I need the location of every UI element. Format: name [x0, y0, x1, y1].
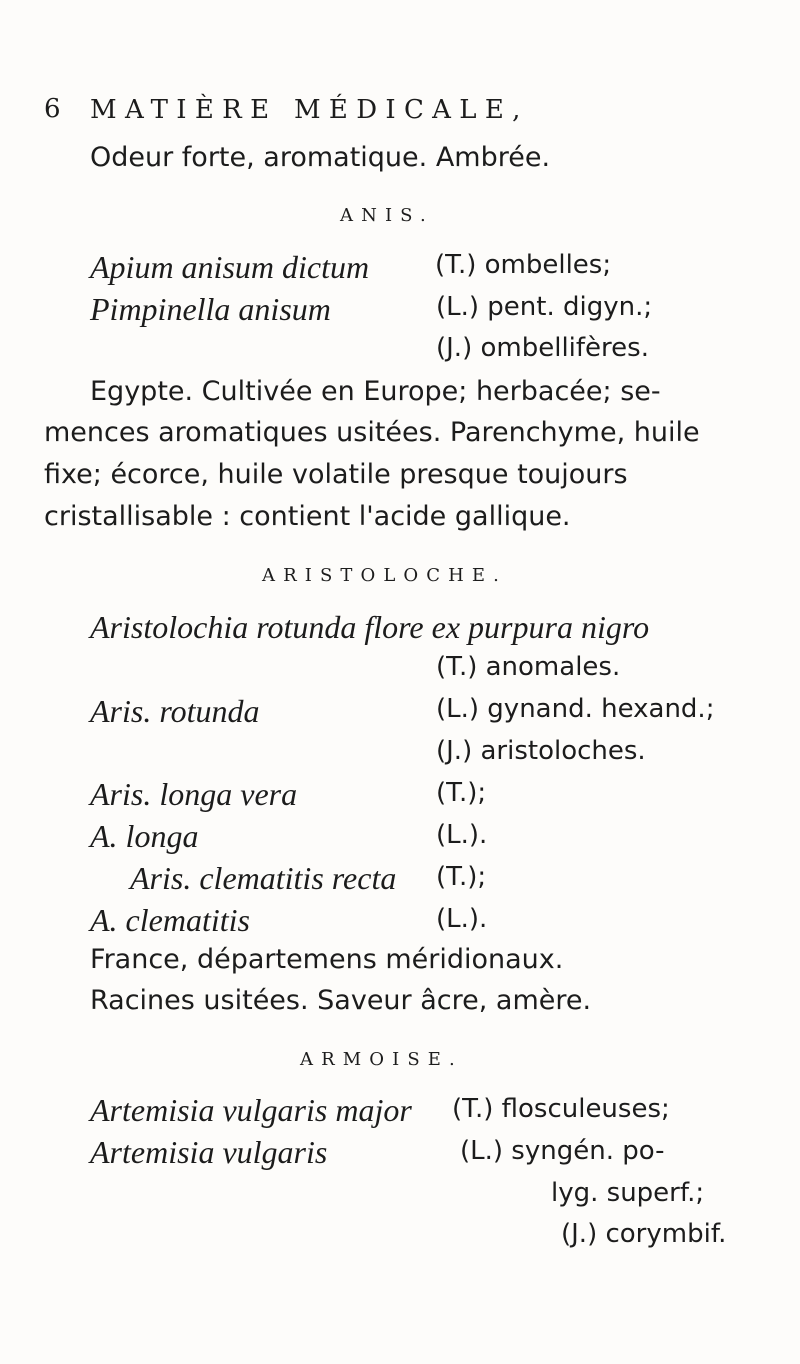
aristoloche-latin-name-3: Aris. longa vera: [90, 776, 298, 812]
aristoloche-latin-name-4: A. longa: [90, 818, 199, 854]
armoise-latin-name-2: Artemisia vulgaris: [90, 1134, 328, 1170]
aristoloche-latin-name-2: Aris. rotunda: [90, 693, 260, 729]
running-title: MATIÈRE MÉDICALE,: [90, 95, 529, 125]
intro-line: Odeur forte, aromatique. Ambrée.: [90, 142, 551, 173]
aristoloche-description-line-2: Racines usitées. Saveur âcre, amère.: [90, 985, 592, 1016]
anis-latin-name-1: Apium anisum dictum: [90, 249, 370, 285]
armoise-latin-name-1: Artemisia vulgaris major: [90, 1092, 412, 1128]
anis-description-line-2: mences aromatiques usitées. Parenchyme, huile: [44, 417, 700, 448]
anis-latin-name-2: Pimpinella anisum: [90, 291, 331, 327]
page-number: 6: [44, 94, 61, 124]
aristoloche-reference-1: (T.) anomales.: [436, 652, 621, 682]
section-heading-anis: ANIS.: [340, 205, 434, 226]
aristoloche-latin-name-6: A. clematitis: [90, 902, 250, 938]
aristoloche-description-line-1: France, départemens méridionaux.: [90, 944, 564, 975]
anis-reference-3: (J.) ombellifères.: [436, 333, 649, 363]
aristoloche-latin-name-5: Aris. clematitis recta: [130, 860, 397, 896]
anis-description-line-4: cristallisable : contient l'acide gallique.: [44, 501, 571, 532]
armoise-reference-3: (J.) corymbif.: [561, 1219, 727, 1249]
armoise-reference-1: (T.) flosculeuses;: [452, 1094, 670, 1124]
section-heading-armoise: ARMOISE.: [300, 1049, 463, 1070]
anis-description-line-1: Egypte. Cultivée en Europe; herbacée; se-: [90, 376, 661, 407]
aristoloche-reference-2b: (J.) aristoloches.: [436, 736, 646, 766]
aristoloche-reference-3: (T.);: [436, 778, 487, 808]
aristoloche-reference-5: (T.);: [436, 862, 487, 892]
anis-reference-1: (T.) ombelles;: [435, 250, 612, 280]
section-heading-aristoloche: ARISTOLOCHE.: [262, 565, 507, 586]
aristoloche-reference-4: (L.).: [436, 820, 488, 850]
aristoloche-reference-2: (L.) gynand. hexand.;: [436, 694, 715, 724]
armoise-reference-2: (L.) syngén. po-: [460, 1136, 665, 1166]
armoise-reference-2b: lyg. superf.;: [551, 1178, 705, 1208]
anis-description-line-3: fixe; écorce, huile volatile presque toujours: [44, 459, 628, 490]
aristoloche-reference-6: (L.).: [436, 904, 488, 934]
anis-reference-2: (L.) pent. digyn.;: [436, 292, 653, 322]
aristoloche-latin-name-1: Aristolochia rotunda flore ex purpura nigro: [90, 609, 650, 645]
